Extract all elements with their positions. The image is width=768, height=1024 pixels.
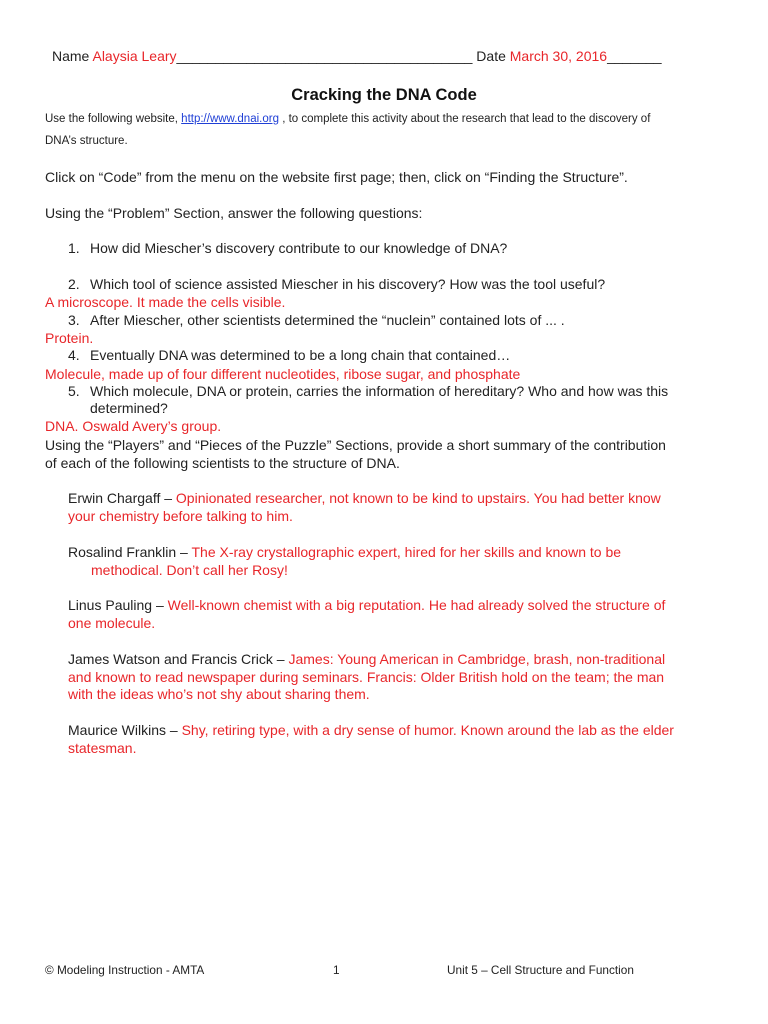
footer-copyright: © Modeling Instruction - AMTA xyxy=(45,963,205,977)
scientist-summary-continued[interactable]: methodical. Don’t call her Rosy! xyxy=(91,562,288,578)
question-5-continued: determined? xyxy=(90,400,168,416)
intro-line-1 xyxy=(45,112,650,126)
question-text: Which tool of science assisted Miescher in his discovery? How was the tool useful? xyxy=(90,276,606,292)
answer-3[interactable]: Protein. xyxy=(45,330,94,346)
scientist-franklin xyxy=(68,544,621,561)
question-number: 3. xyxy=(68,312,80,328)
players-instruction-2: of each of the following scientists to the structure of DNA. xyxy=(45,455,400,471)
question-1 xyxy=(68,240,507,257)
date-label: Date xyxy=(476,48,506,64)
page-title: Cracking the DNA Code xyxy=(291,86,477,104)
question-text: Eventually DNA was determined to be a long chain that contained… xyxy=(90,347,511,363)
scientist-name: Rosalind Franklin – xyxy=(68,544,188,560)
question-3 xyxy=(68,312,565,329)
problem-instruction: Using the “Problem” Section, answer the following questions: xyxy=(45,205,423,221)
question-number: 2. xyxy=(68,276,80,292)
answer-2[interactable]: A microscope. It made the cells visible. xyxy=(45,294,286,310)
scientist-summary-continued[interactable]: with the ideas who’s not shy about sharing them. xyxy=(68,686,370,702)
scientist-name: James Watson and Francis Crick – xyxy=(68,651,285,667)
scientist-summary-continued[interactable]: one molecule. xyxy=(68,615,156,631)
scientist-summary[interactable]: Shy, retiring type, with a dry sense of humor. Known around the lab as the elder xyxy=(181,722,674,738)
question-4 xyxy=(68,347,510,364)
question-text: Which molecule, DNA or protein, carries the information of hereditary? Who and how was this xyxy=(90,383,669,399)
scientist-summary-continued[interactable]: statesman. xyxy=(68,740,137,756)
intro-text-2: , to complete this activity about the research that lead to the discovery of xyxy=(282,113,651,125)
scientist-pauling xyxy=(68,597,665,614)
scientist-summary-continued[interactable]: your chemistry before talking to him. xyxy=(68,508,293,524)
click-instruction: Click on “Code” from the menu on the website first page; then, click on “Finding the Structure”. xyxy=(45,169,628,185)
answer-4[interactable]: Molecule, made up of four different nucleotides, ribose sugar, and phosphate xyxy=(45,366,521,382)
question-number: 5. xyxy=(68,383,80,399)
players-instruction-1: Using the “Players” and “Pieces of the Puzzle” Sections, provide a short summary of the contribution xyxy=(45,437,666,453)
question-5 xyxy=(68,383,668,400)
intro-line-2: DNA’s structure. xyxy=(45,135,128,147)
scientist-summary-continued[interactable]: and known to read newspaper during seminars. Francis: Older British hold on the team; the man xyxy=(68,669,665,685)
website-link[interactable]: http://www.dnai.org xyxy=(181,113,279,125)
scientist-summary[interactable]: Well-known chemist with a big reputation. He had already solved the structure of xyxy=(167,597,666,613)
date-value[interactable]: March 30, 2016 xyxy=(509,48,608,64)
date-line: _______ xyxy=(607,48,662,64)
question-number: 4. xyxy=(68,347,80,363)
intro-text-1: Use the following website, xyxy=(45,113,178,125)
answer-5[interactable]: DNA. Oswald Avery’s group. xyxy=(45,418,222,434)
header-row xyxy=(52,48,662,65)
scientist-summary[interactable]: The X-ray crystallographic expert, hired for her skills and known to be xyxy=(191,544,622,560)
question-number: 1. xyxy=(68,240,80,256)
footer-page-number: 1 xyxy=(333,963,340,977)
scientist-wilkins xyxy=(68,722,674,739)
question-2 xyxy=(68,276,605,293)
scientist-name: Linus Pauling – xyxy=(68,597,164,613)
name-line: ______________________________________ xyxy=(176,48,473,64)
footer-unit: Unit 5 – Cell Structure and Function xyxy=(447,963,634,977)
name-value[interactable]: Alaysia Leary xyxy=(92,48,177,64)
name-label: Name xyxy=(52,48,90,64)
scientist-summary[interactable]: Opinionated researcher, not known to be kind to upstairs. You had better know xyxy=(175,490,661,506)
scientist-summary[interactable]: James: Young American in Cambridge, brash, non-traditional xyxy=(288,651,666,667)
scientist-chargaff xyxy=(68,490,661,507)
question-text: After Miescher, other scientists determined the “nuclein” contained lots of ... . xyxy=(90,312,565,328)
scientist-watson-crick xyxy=(68,651,665,668)
scientist-name: Maurice Wilkins – xyxy=(68,722,178,738)
scientist-name: Erwin Chargaff – xyxy=(68,490,173,506)
question-text: How did Miescher’s discovery contribute to our knowledge of DNA? xyxy=(90,240,508,256)
